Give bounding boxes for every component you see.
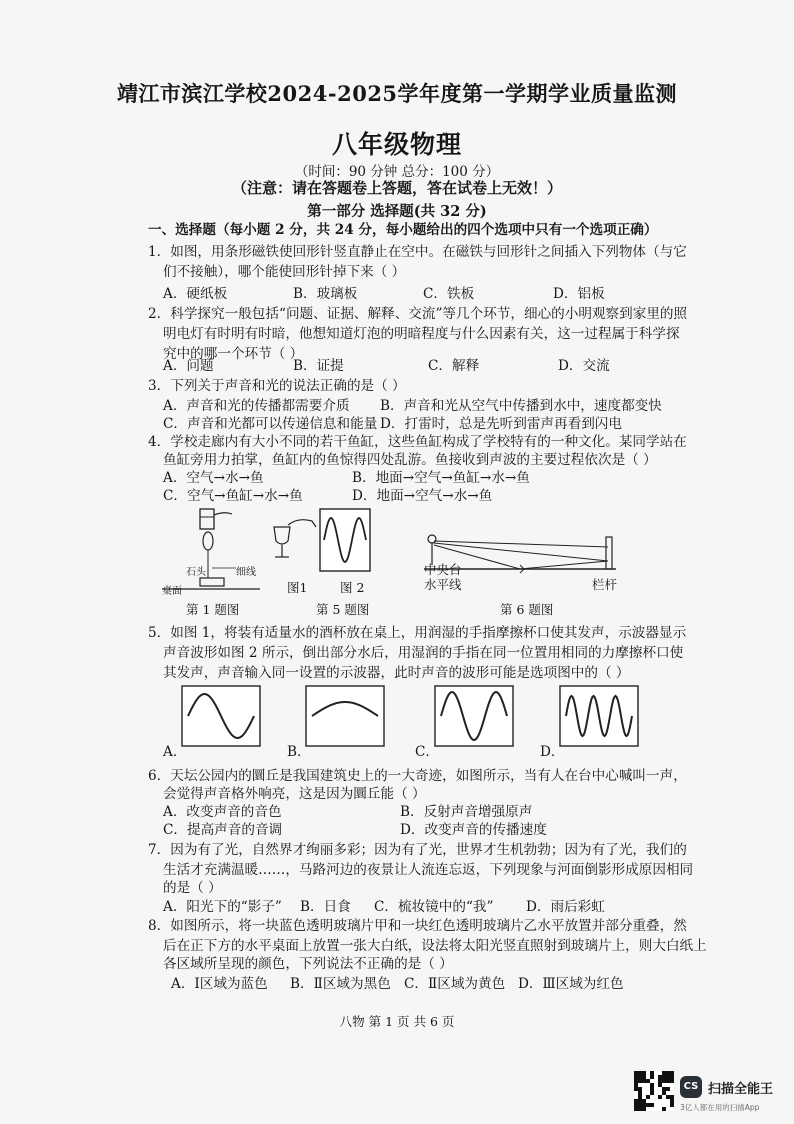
q5-figure [268, 507, 384, 582]
qr-cell [666, 1095, 670, 1099]
q8-option-a: A．Ⅰ区域为蓝色 [171, 976, 268, 992]
qr-cell [642, 1107, 646, 1111]
q2-line-1: 2．科学探究一般包括“问题、证据、解释、交流”等几个环节，细心的小明观察到家里的照 [148, 306, 688, 322]
q2-option-a: A．问题 [163, 358, 214, 374]
q8-line-2: 后在正下方的水平桌面上放置一张大白纸，设法将太阳光竖直照射到玻璃片上，则大白纸上 [163, 938, 707, 954]
qr-cell [658, 1075, 662, 1079]
qr-cell [658, 1083, 662, 1087]
q2-option-c: C．解释 [428, 358, 480, 374]
subject-title: 八年级物理 [331, 130, 462, 159]
q6-option-a: A．改变声音的音色 [163, 804, 282, 820]
qr-cell [646, 1079, 650, 1083]
q5-option-b-wave [306, 686, 386, 748]
qr-cell [638, 1071, 642, 1075]
qr-cell [662, 1075, 666, 1079]
qr-cell [650, 1087, 654, 1091]
railing-shape [606, 537, 612, 569]
q7-option-b: B．日食 [300, 899, 351, 915]
paper-clip-shape [203, 532, 213, 550]
q7-option-d: D．雨后彩虹 [526, 899, 605, 915]
q7-option-a: A．阳光下的“影子” [163, 899, 282, 915]
qr-cell [634, 1103, 638, 1107]
q5-caption: 第 5 题图 [316, 602, 370, 617]
qr-cell [638, 1079, 642, 1083]
q3-line-1: 3．下列关于声音和光的说法正确的是（ ） [148, 378, 406, 394]
qr-cell [634, 1087, 638, 1091]
part-heading: 第一部分 选择题(共 32 分) [307, 203, 487, 220]
section-heading: 一、选择题（每小题 2 分，共 24 分，每小题给出的四个选项中只有一个选项正确） [148, 222, 658, 238]
exam-title: 靖江市滨江学校2024-2025学年度第一学期学业质量监测 [116, 81, 678, 106]
q5-line-2: 声音波形如图 2 所示，倒出部分水后，用湿润的手指在同一位置用相同的力摩擦杯口使 [163, 645, 684, 661]
q3-option-c: C．声音和光都可以传递信息和能量 [163, 416, 378, 432]
qr-cell [638, 1075, 642, 1079]
q7-line-1: 7．因为有了光，自然界才绚丽多彩；因为有了光，世界才生机勃勃；因为有了光，我们的 [148, 842, 687, 858]
qr-cell [650, 1103, 654, 1107]
sound-ray-3 [520, 561, 608, 569]
qr-cell [658, 1095, 662, 1099]
qr-cell [662, 1079, 666, 1083]
scanner-name: 扫描全能王 [708, 1082, 774, 1097]
qr-cell [634, 1083, 638, 1087]
q5-option-a-wave [182, 686, 262, 748]
q4-line-2: 鱼缸旁用力拍掌，鱼缸内的鱼惊得四处乱游。鱼接收到声波的主要过程依次是（ ） [163, 452, 657, 468]
qr-cell [666, 1087, 670, 1091]
qr-cell [670, 1095, 674, 1099]
qr-cell [670, 1071, 674, 1075]
wine-glass-bowl [274, 527, 290, 544]
qr-cell [634, 1107, 638, 1111]
q7-option-c: C．梳妆镜中的“我” [374, 899, 494, 915]
q8-option-c: C．Ⅱ区域为黄色 [404, 976, 506, 992]
desk-label: 桌面 [162, 586, 182, 597]
qr-cell [650, 1083, 654, 1087]
qr-cell [634, 1075, 638, 1079]
qr-cell [634, 1099, 638, 1103]
q1-option-b: B．玻璃板 [293, 286, 358, 302]
qr-cell [634, 1079, 638, 1083]
qr-cell [662, 1091, 666, 1095]
exam-meta: （时间：90 分钟 总分：100 分） [294, 164, 500, 180]
q3-option-a: A．声音和光的传播都需要介质 [163, 398, 350, 414]
q4-option-a: A．空气→水→鱼 [163, 470, 264, 486]
figure-1-label: 图1 [287, 580, 308, 595]
q3-option-b: B．声音和光从空气中传播到水中，速度都变快 [380, 398, 662, 414]
qr-cell [670, 1099, 674, 1103]
thread-label: 细线 [236, 567, 256, 578]
qr-cell [666, 1079, 670, 1083]
q6-option-d: D．改变声音的传播速度 [400, 822, 547, 838]
q2-option-b: B．证提 [293, 358, 344, 374]
qr-cell [638, 1107, 642, 1111]
stone-label: 石头 [186, 567, 206, 578]
q8-option-d: D．Ⅲ区域为红色 [518, 976, 624, 992]
qr-cell [670, 1075, 674, 1079]
q8-option-b: B．Ⅱ区域为黑色 [290, 976, 391, 992]
q2-option-d: D．交流 [558, 358, 610, 374]
q6-option-c: C．提高声音的音调 [163, 822, 283, 838]
magnet-shape [200, 509, 214, 529]
q2-line-3: 究中的哪一个环节（ ） [163, 346, 304, 362]
q5-line-3: 其发声，声音输入同一设置的示波器，此时声音的波形可能是选项图中的（ ） [163, 665, 630, 681]
q8-line-3: 各区域所呈现的颜色，下列说法不正确的是（ ） [163, 956, 453, 972]
stone-shape [200, 578, 224, 586]
q6-option-b: B．反射声音增强原声 [400, 804, 533, 820]
q5-option-d: D． [540, 744, 565, 760]
q4-option-c: C．空气→鱼缸→水→鱼 [163, 488, 303, 504]
qr-cell [658, 1079, 662, 1083]
qr-cell [638, 1091, 642, 1095]
q6-line-1: 6．天坛公园内的圜丘是我国建筑史上的一大奇迹，如图所示，当有人在台中心喊叫一声， [148, 768, 687, 784]
hand-shape [214, 513, 232, 515]
qr-cell [642, 1071, 646, 1075]
q4-option-d: D．地面→空气→水→鱼 [352, 488, 493, 504]
qr-code [634, 1071, 674, 1111]
qr-cell [642, 1103, 646, 1107]
q5-option-c-wave [435, 686, 515, 748]
qr-cell [650, 1091, 654, 1095]
qr-cell [638, 1087, 642, 1091]
level-line-label: 水平线 [424, 577, 462, 592]
q7-line-3: 的是（ ） [163, 880, 222, 896]
figure-2-label: 图 2 [340, 580, 365, 595]
q1-line-2: 们不接触），哪个能使回形针掉下来（ ） [163, 264, 406, 280]
q5-option-c: C． [415, 744, 439, 760]
qr-cell [650, 1071, 654, 1075]
qr-cell [642, 1099, 646, 1103]
qr-cell [670, 1079, 674, 1083]
q5-option-a: A． [163, 744, 187, 760]
q5-option-b: B． [287, 744, 311, 760]
qr-cell [666, 1071, 670, 1075]
q1-option-c: C．铁板 [423, 286, 475, 302]
q4-option-b: B．地面→空气→鱼缸→水→鱼 [352, 470, 530, 486]
qr-cell [642, 1079, 646, 1083]
qr-cell [662, 1071, 666, 1075]
railing-label: 栏杆 [592, 577, 618, 592]
q6-caption: 第 6 题图 [500, 602, 554, 617]
qr-cell [670, 1103, 674, 1107]
page-footer: 八物 第 1 页 共 6 页 [339, 1014, 455, 1029]
qr-cell [646, 1103, 650, 1107]
q7-line-2: 生活才充满温暖……，马路河边的夜景让人流连忘返，下列现象与河面倒影形成原因相同 [163, 862, 694, 878]
qr-cell [666, 1075, 670, 1079]
finger-shape [288, 520, 316, 527]
q6-line-2: 会觉得声音格外响亮，这是因为圜丘能（ ） [163, 786, 426, 802]
qr-cell [638, 1103, 642, 1107]
person-head [428, 535, 436, 543]
qr-cell [662, 1087, 666, 1091]
qr-cell [642, 1075, 646, 1079]
qr-cell [646, 1095, 650, 1099]
q1-caption: 第 1 题图 [186, 602, 240, 617]
q8-line-1: 8．如图所示，将一块蓝色透明玻璃片甲和一块红色透明玻璃片乙水平放置并部分重叠，然 [148, 918, 687, 934]
qr-cell [634, 1071, 638, 1075]
q1-line-1: 1．如图，用条形磁铁使回形针竖直静止在空中。在磁铁与回形针之间插入下列物体（与它 [148, 244, 687, 260]
qr-cell [638, 1095, 642, 1099]
q2-line-2: 明电灯有时明有时暗，他想知道灯泡的明暗程度与什么因素有关，这一过程属于科学探 [163, 326, 680, 342]
q5-line-1: 5．如图 1，将装有适量水的酒杯放在桌上，用润湿的手指摩擦杯口使其发声，示波器显示 [148, 625, 687, 641]
scanner-tagline: 3亿人都在用的扫描App [680, 1103, 760, 1112]
cs-logo-icon: CS [680, 1076, 702, 1098]
qr-cell [638, 1099, 642, 1103]
q4-line-1: 4．学校走廊内有大小不同的若干鱼缸，这些鱼缸构成了学校特有的一种文化。某同学站在 [148, 434, 687, 450]
qr-cell [650, 1075, 654, 1079]
q5-option-d-wave [560, 686, 640, 748]
q3-option-d: D．打雷时，总是先听到雷声再看到闪电 [380, 416, 622, 432]
qr-cell [662, 1107, 666, 1111]
option-b-screen [306, 686, 384, 746]
q1-option-a: A．硬纸板 [163, 286, 228, 302]
q1-option-d: D．铝板 [553, 286, 605, 302]
option-c-screen [435, 686, 513, 746]
exam-notice: （注意：请在答题卷上答题，答在试卷上无效！） [231, 179, 562, 197]
center-platform-label: 中央台 [424, 562, 462, 577]
